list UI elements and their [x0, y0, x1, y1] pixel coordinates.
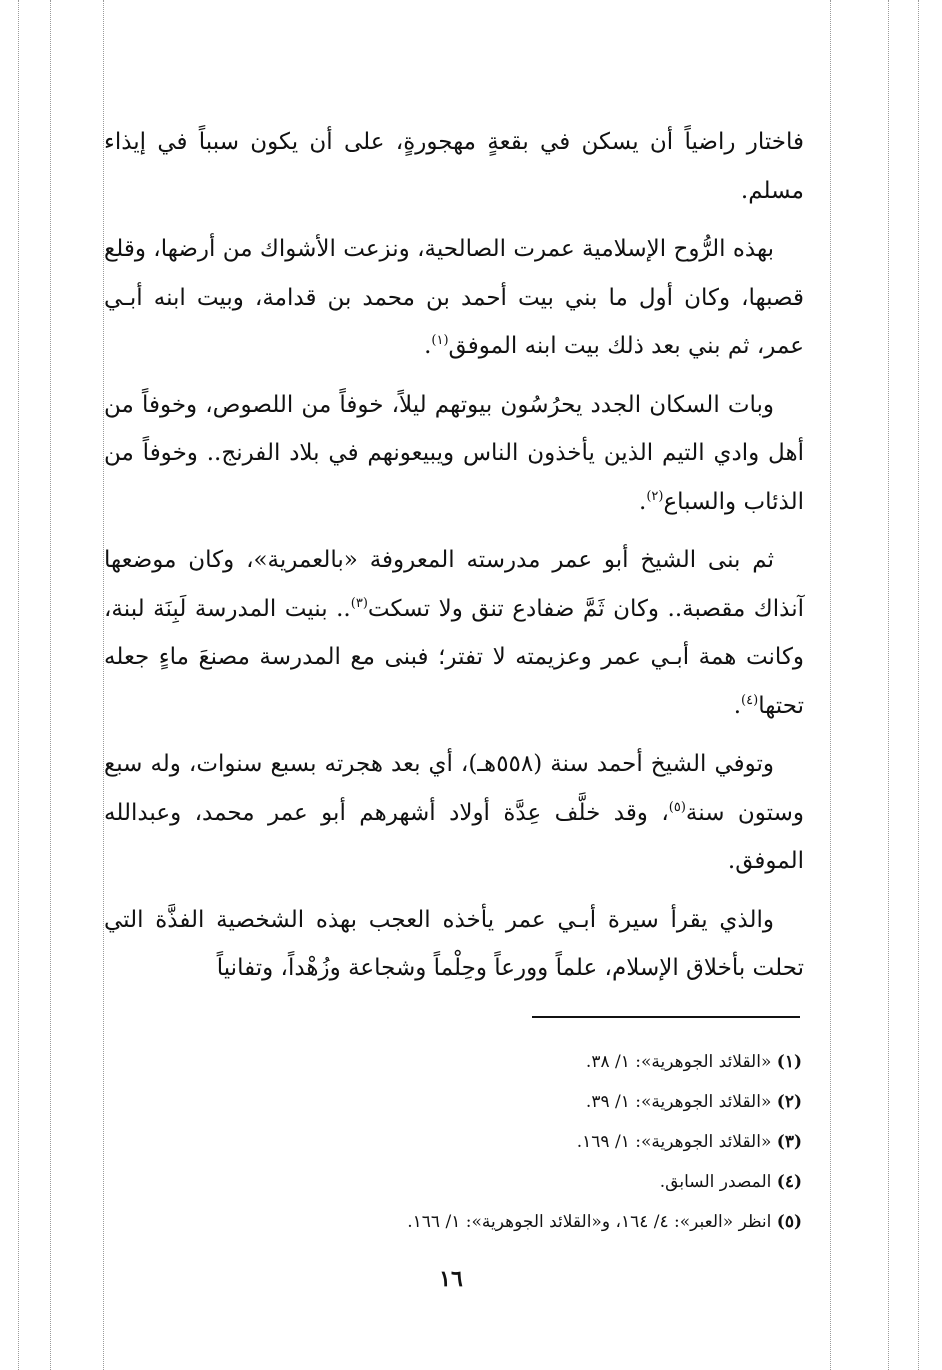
paragraph-text: ، وقد خلَّف عِدَّة أولاد أشهرهم أبو عمر محمد، وعبدالله الموفق. [104, 799, 804, 874]
footnote [200, 1162, 802, 1202]
footnote-text: «القلائد الجوهرية»: ١/ ٣٨. [585, 1052, 772, 1072]
footnotes [200, 1042, 802, 1242]
footnote-number: (٣) [776, 1132, 802, 1152]
margin-guide-line [830, 0, 831, 1370]
footnote-separator [532, 1016, 800, 1018]
paragraph-text: والذي يقرأ سيرة أبـي عمر يأخذه العجب بهذه الشخصية الفذَّة التي تحلت بأخلاق الإسلام، علماً وورعاً وحِلْماً وشجاعة وزُهْداً، وتفانياً [104, 906, 804, 981]
paragraph-text: . [733, 692, 742, 719]
footnote-number: (٢) [776, 1092, 802, 1112]
footnote-text: انظر «العبر»: ٤/ ١٦٤، و«القلائد الجوهرية»: ١/ ١٦٦. [407, 1212, 772, 1232]
footnote-number: (٤) [776, 1172, 802, 1192]
paragraph [104, 896, 804, 993]
footnote-text: «القلائد الجوهرية»: ١/ ١٦٩. [576, 1132, 772, 1152]
footnote [200, 1042, 802, 1082]
footnote-reference: (٤) [741, 692, 759, 708]
paragraph-text: . [639, 488, 647, 515]
footnote [200, 1202, 802, 1242]
footnote [200, 1122, 802, 1162]
footnote [200, 1082, 802, 1122]
margin-guide-line [888, 0, 889, 1370]
footnote-number: (٥) [776, 1212, 802, 1232]
main-text [104, 118, 804, 1003]
footnote-reference: (٥) [668, 799, 686, 815]
paragraph-text: وتوفي الشيخ أحمد سنة (٥٥٨هـ)، أي بعد هجرته بسبع سنوات، وله سبع وستون سنة [104, 751, 804, 826]
paragraph [104, 118, 804, 215]
paragraph [104, 536, 804, 730]
paragraph-text: . [424, 333, 432, 359]
margin-guide-line [918, 0, 919, 1370]
margin-guide-line [50, 0, 51, 1370]
paragraph-text: ثم بنى الشيخ أبو عمر مدرسته المعروفة «بالعمرية»، وكان موضعها آنذاك مقصبة.. وكان ثَمَّ ضفادع تنق ولا تسكت [104, 547, 805, 622]
margin-guide-line [18, 0, 19, 1370]
paragraph-text: .. بنيت المدرسة لَبِنَة لبنة، وكانت همة أبـي عمر وعزيمته لا تفتر؛ فبنى مع المدرسة مصنعَ ماءٍ جعله تحتها [104, 595, 804, 719]
footnote-text: «القلائد الجوهرية»: ١/ ٣٩. [585, 1092, 772, 1112]
page-number: ١٦ [439, 1266, 463, 1292]
paragraph [104, 740, 804, 886]
footnote-text: المصدر السابق. [659, 1172, 772, 1192]
footnote-reference: (٢) [646, 488, 664, 504]
footnote-reference: (١) [431, 333, 449, 348]
paragraph-text: وبات السكان الجدد يحرُسُون بيوتهم ليلاً، خوفاً من اللصوص، وخوفاً من أهل وادي التيم الذين يأخذون الناس ويبيعونهم في بلاد الفرنج.. وخوفاً من الذئاب والسباع [104, 391, 804, 515]
paragraph-text: فاختار راضياً أن يسكن في بقعةٍ مهجورةٍ، على أن يكون سبباً في إيذاء مسلم. [104, 129, 804, 204]
paragraph [104, 225, 804, 371]
paragraph [104, 381, 804, 527]
footnote-reference: (٣) [350, 595, 368, 611]
paragraph-text: بهذه الرُّوح الإسلامية عمرت الصالحية، ونزعت الأشواك من أرضها، وقلع قصبها، وكان أول ما بني بيت أحمد بن محمد بن قدامة، وبيت ابنه أبـي عمر، ثم بني بعد ذلك بيت ابنه الموفق [104, 236, 805, 359]
footnote-number: (١) [776, 1052, 802, 1072]
